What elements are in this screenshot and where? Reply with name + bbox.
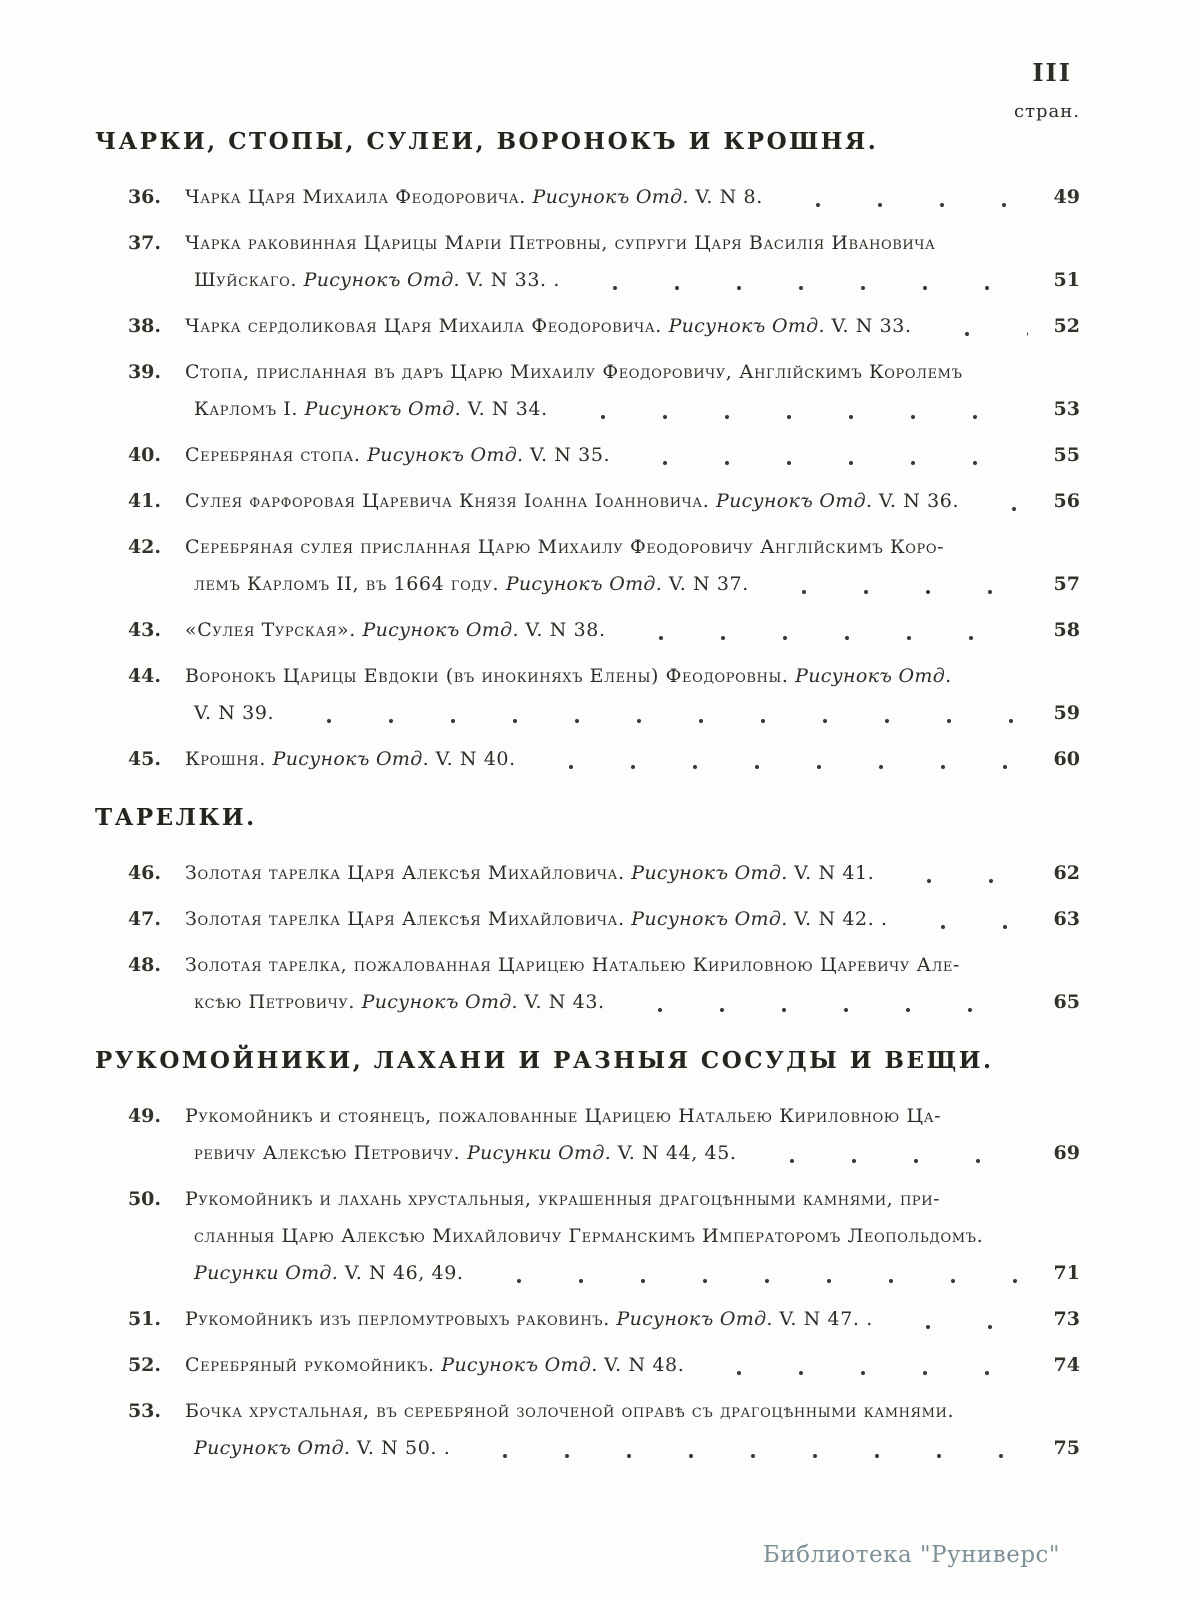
toc-entry	[95, 529, 1080, 603]
entry-text	[185, 1301, 1028, 1338]
entry-page-number: 74	[1053, 1354, 1080, 1376]
toc-entry-line	[185, 1347, 1028, 1384]
dot-leader	[568, 262, 1028, 299]
toc-section	[95, 804, 1080, 1021]
entry-number: 49.	[127, 1105, 161, 1127]
toc-entry-line: Серебряная сулея присланная Царю Михаилу Феодоровичу Англійскимъ Коро-	[185, 536, 945, 558]
dot-leader	[745, 1135, 1028, 1172]
entry-number: 37.	[127, 232, 161, 254]
toc-entry-line: Стопа, присланная въ даръ Царю Михаилу Феодоровичу, Англійскимъ Королемъ	[185, 361, 963, 383]
toc-entry-line	[185, 391, 1028, 428]
entry-line-text: Крошня. Рисунокъ Отд. V. N 40.	[185, 748, 516, 770]
toc-entry-line: Воронокъ Царицы Евдокіи (въ инокиняхъ Елены) Феодоровны. Рисунокъ Отд.	[185, 665, 952, 687]
entry-list	[95, 1098, 1080, 1467]
toc-entry-line: Чарка раковинная Царицы Маріи Петровны, супруги Царя Василія Ивановича	[185, 232, 936, 254]
dot-leader	[282, 695, 1028, 732]
entry-page-number: 75	[1053, 1437, 1080, 1459]
entry-text	[185, 658, 1028, 732]
entry-line-text: Чарка Царя Михаила Феодоровича. Рисунокъ Отд. V. N 8.	[185, 186, 763, 208]
toc-entry-line	[185, 1135, 1028, 1172]
entry-page-number: 63	[1053, 908, 1080, 930]
entry-number: 39.	[127, 361, 161, 383]
entry-line-text: V. N 39.	[194, 702, 275, 724]
toc-entry	[95, 1347, 1080, 1384]
entry-number: 48.	[127, 954, 161, 976]
entry-line-text: Серебряный рукомойникъ. Рисунокъ Отд. V. N 48.	[185, 1354, 685, 1376]
toc-entry-line	[185, 695, 1028, 732]
entry-number: 53.	[127, 1400, 161, 1422]
toc-entry	[95, 179, 1080, 216]
entry-line-text: Золотая тарелка Царя Алексѣя Михайловича. Рисунокъ Отд. V. N 41.	[185, 862, 875, 884]
entry-text	[185, 483, 1028, 520]
toc-entry-line	[185, 437, 1028, 474]
toc-entry-line	[185, 901, 1028, 938]
entry-text	[185, 529, 1028, 603]
toc-entry-line	[185, 1255, 1028, 1292]
dot-leader	[613, 984, 1028, 1021]
entry-number: 41.	[127, 490, 161, 512]
entry-number: 50.	[127, 1188, 161, 1210]
toc-entry-line: сланныя Царю Алексѣю Михайловичу Германскимъ Императоромъ Леопольдомъ.	[194, 1225, 984, 1247]
entry-number: 51.	[127, 1308, 161, 1330]
toc-entry	[95, 1098, 1080, 1172]
toc-entry	[95, 308, 1080, 345]
entry-page-number: 59	[1053, 702, 1080, 724]
dot-leader	[472, 1255, 1028, 1292]
section-heading: РУКОМОЙНИКИ, ЛАХАНИ И РАЗНЫЯ СОСУДЫ И ВЕЩИ.	[95, 1047, 994, 1074]
toc-entry-line	[185, 1430, 1028, 1467]
entry-page-number: 53	[1053, 398, 1080, 420]
entry-page-number: 56	[1053, 490, 1080, 512]
toc-entry	[95, 1393, 1080, 1467]
entry-number: 42.	[127, 536, 161, 558]
entry-number: 40.	[127, 444, 161, 466]
entry-page-number: 62	[1053, 862, 1080, 884]
entry-list	[95, 855, 1080, 1021]
toc-entry	[95, 612, 1080, 649]
toc-entry	[95, 658, 1080, 732]
entry-list	[95, 179, 1080, 778]
entry-text	[185, 901, 1028, 938]
toc-entry-line	[185, 612, 1028, 649]
section-heading: ТАРЕЛКИ.	[95, 804, 257, 831]
toc-entry-line	[185, 179, 1028, 216]
toc-entry-line	[185, 483, 1028, 520]
entry-page-number: 55	[1053, 444, 1080, 466]
toc-entry-line: Рукомойникъ и лахань хрустальныя, украшенныя драгоцѣнными камнями, при-	[185, 1188, 941, 1210]
entry-text	[185, 354, 1028, 428]
entry-text	[185, 855, 1028, 892]
toc-entry	[95, 1181, 1080, 1292]
entry-text	[185, 1181, 1028, 1292]
dot-leader	[614, 612, 1028, 649]
toc-entry	[95, 354, 1080, 428]
toc-entry	[95, 1301, 1080, 1338]
toc-entry	[95, 855, 1080, 892]
section-heading: ЧАРКИ, СТОПЫ, СУЛЕИ, ВОРОНОКЪ И КРОШНЯ.	[95, 128, 879, 155]
entry-text	[185, 1347, 1028, 1384]
toc-entry	[95, 901, 1080, 938]
entry-number: 52.	[127, 1354, 161, 1376]
entry-page-number: 57	[1053, 573, 1080, 595]
dot-leader	[692, 1347, 1028, 1384]
page-column-header: стран.	[1013, 101, 1080, 122]
entry-line-text: «Сулея Турская». Рисунокъ Отд. V. N 38.	[185, 619, 606, 641]
dot-leader	[757, 566, 1028, 603]
entry-number: 36.	[127, 186, 161, 208]
entry-page-number: 51	[1053, 269, 1080, 291]
entry-text	[185, 179, 1028, 216]
toc-entry-line	[185, 566, 1028, 603]
toc-entry-line	[185, 262, 1028, 299]
entry-line-text: ксѣю Петровичу. Рисунокъ Отд. V. N 43.	[194, 991, 605, 1013]
toc-entry	[95, 437, 1080, 474]
entry-number: 47.	[127, 908, 161, 930]
toc-entry-line	[185, 308, 1028, 345]
toc-entry	[95, 741, 1080, 778]
dot-leader	[524, 741, 1028, 778]
entry-text	[185, 1098, 1028, 1172]
entry-number: 44.	[127, 665, 161, 687]
library-watermark: Библиотека "Руниверс"	[762, 1542, 1060, 1568]
toc-entry-line	[185, 984, 1028, 1021]
entry-page-number: 60	[1053, 748, 1080, 770]
entry-line-text: Карломъ I. Рисунокъ Отд. V. N 34.	[194, 398, 548, 420]
entry-number: 43.	[127, 619, 161, 641]
entry-page-number: 49	[1053, 186, 1080, 208]
entry-line-text: Золотая тарелка Царя Алексѣя Михайловича. Рисунокъ Отд. V. N 42. .	[185, 908, 888, 930]
dot-leader	[896, 901, 1028, 938]
entry-line-text: Сулея фарфоровая Царевича Князя Іоанна Іоанновича. Рисунокъ Отд. V. N 36.	[185, 490, 960, 512]
entry-page-number: 69	[1053, 1142, 1080, 1164]
toc-section	[95, 128, 1080, 778]
dot-leader	[618, 437, 1028, 474]
entry-page-number: 65	[1053, 991, 1080, 1013]
entry-number: 46.	[127, 862, 161, 884]
toc-entry-line: Бочка хрустальная, въ серебряной золоченой оправѣ съ драгоцѣнными камнями.	[185, 1400, 955, 1422]
toc-entry-line: Золотая тарелка, пожалованная Царицею Натальею Кириловною Царевичу Але-	[185, 954, 961, 976]
entry-line-text: Рисунки Отд. V. N 46, 49.	[194, 1262, 464, 1284]
entry-line-text: лемъ Карломъ II, въ 1664 году. Рисунокъ Отд. V. N 37.	[194, 573, 749, 595]
entry-text	[185, 1393, 1028, 1467]
folio-number: III	[1032, 58, 1072, 87]
dot-leader	[920, 308, 1028, 345]
entry-text	[185, 308, 1028, 345]
toc-entry	[95, 947, 1080, 1021]
entry-line-text: Серебряная стопа. Рисунокъ Отд. V. N 35.	[185, 444, 611, 466]
entry-line-text: Шуйскаго. Рисунокъ Отд. V. N 33. .	[194, 269, 560, 291]
entry-text	[185, 947, 1028, 1021]
toc-section	[95, 1047, 1080, 1467]
entry-page-number: 58	[1053, 619, 1080, 641]
entry-text	[185, 741, 1028, 778]
dot-leader	[556, 391, 1028, 428]
toc-entry-line	[185, 1301, 1028, 1338]
dot-leader	[967, 483, 1028, 520]
entry-line-text: ревичу Алексѣю Петровичу. Рисунки Отд. V. N 44, 45.	[194, 1142, 737, 1164]
entry-page-number: 52	[1053, 315, 1080, 337]
entry-text	[185, 225, 1028, 299]
entry-page-number: 71	[1053, 1262, 1080, 1284]
dot-leader	[882, 855, 1028, 892]
toc-entry	[95, 225, 1080, 299]
entry-line-text: Рисунокъ Отд. V. N 50. .	[194, 1437, 451, 1459]
entry-line-text: Чарка сердоликовая Царя Михаила Феодоровича. Рисунокъ Отд. V. N 33.	[185, 315, 912, 337]
dot-leader	[881, 1301, 1028, 1338]
toc-entry	[95, 483, 1080, 520]
dot-leader	[458, 1430, 1028, 1467]
entry-number: 38.	[127, 315, 161, 337]
entry-text	[185, 437, 1028, 474]
toc-entry-line: Рукомойникъ и стоянецъ, пожалованные Царицею Натальею Кириловною Ца-	[185, 1105, 942, 1127]
entry-page-number: 73	[1053, 1308, 1080, 1330]
dot-leader	[771, 179, 1028, 216]
toc-entry-line	[185, 855, 1028, 892]
entry-number: 45.	[127, 748, 161, 770]
toc-entry-line	[185, 741, 1028, 778]
toc-sections	[95, 128, 1080, 1467]
entry-line-text: Рукомойникъ изъ перломутровыхъ раковинъ. Рисунокъ Отд. V. N 47. .	[185, 1308, 873, 1330]
entry-text	[185, 612, 1028, 649]
